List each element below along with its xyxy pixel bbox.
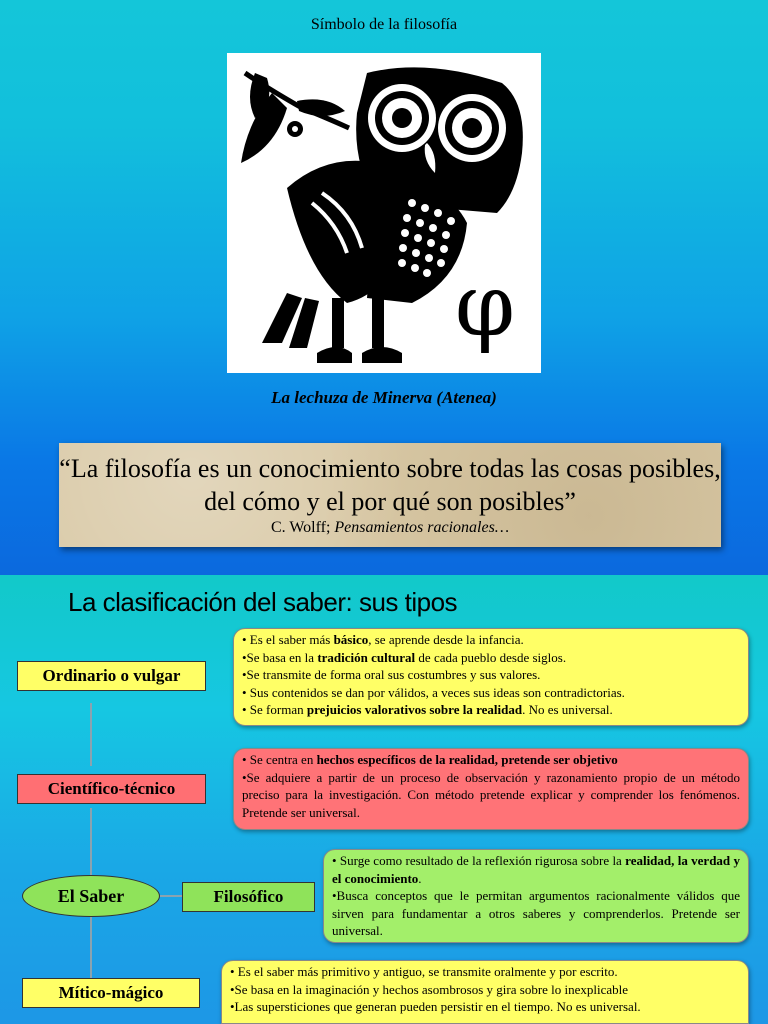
phi-symbol: φ [454,256,516,356]
cientifico-b1: • Se centra en hechos específicos de la realidad, pretende ser objetivo [242,752,618,767]
tree-trunk-line [90,917,92,980]
info-filosofico [323,849,749,943]
label-cientifico: Científico-técnico [17,774,206,804]
filosofico-b2: •Busca conceptos que le permitan argumentos racionalmente válidos que sirven para fundamentar a otros saberes y comprenderlos. Pretende ser universal. [332,888,740,938]
ordinario-b2: •Se basa en la tradición cultural de cada pueblo desde siglos. [242,649,567,665]
ordinario-b5: • Se forman prejuicios valorativos sobre la realidad. No es universal. [242,702,613,717]
label-mitico: Mítico-mágico [22,978,200,1008]
owl-caption: La lechuza de Minerva (Atenea) [271,388,497,407]
mitico-b2: •Se basa en la imaginación y hechos asombrosos y gira sobre lo inexplicable [230,981,629,997]
ordinario-b1: • Es el saber más básico, se aprende desde la infancia. [242,632,524,647]
label-filosofico: Filosófico [182,882,315,912]
quote-text: “La filosofía es un conocimiento sobre todas las cosas posibles, del cómo y el por qué son posibles” [59,454,721,516]
ordinario-b4: • Sus contenidos se dan por válidos, a veces sus ideas son contradictorias. [242,684,625,700]
info-cientifico [233,748,749,830]
slide2-title: La clasificación del saber: sus tipos [68,587,458,617]
quote-work-title: Pensamientos racionales… [334,519,510,536]
owl-image [227,53,541,373]
mitico-b3: •Las supersticiones que generan pueden persistir en el tiempo. No es universal. [230,999,641,1014]
slide-knowledge-types [0,575,768,1024]
quote-author [59,519,721,537]
ordinario-b3: •Se transmite de forma oral sus costumbres y sus valores. [242,667,541,682]
owl-of-minerva-icon [227,53,541,373]
tree-trunk-line [90,703,92,766]
mitico-b1: • Es el saber más primitivo y antiguo, se transmite oralmente y por escrito. [230,964,618,979]
quote-author-name: C. Wolff; [270,519,335,536]
info-ordinario [233,628,749,726]
filosofico-b1: • Surge como resultado de la reflexión rigurosa sobre la realidad, la verdad y el conocimiento. [332,853,740,886]
label-ordinario: Ordinario o vulgar [17,661,206,691]
root-el-saber: El Saber [22,875,160,917]
tree-connector-line [160,895,182,897]
slide1-title: Símbolo de la filosofía [310,16,458,33]
cientifico-b2: •Se adquiere a partir de un proceso de observación y razonamiento propio de un método preciso para la investigación. Con método pretende explicar y comprender los fenómenos. Pretende ser universal. [242,769,740,820]
quote-box [59,443,721,547]
info-mitico [221,960,749,1024]
tree-trunk-line [90,808,92,875]
